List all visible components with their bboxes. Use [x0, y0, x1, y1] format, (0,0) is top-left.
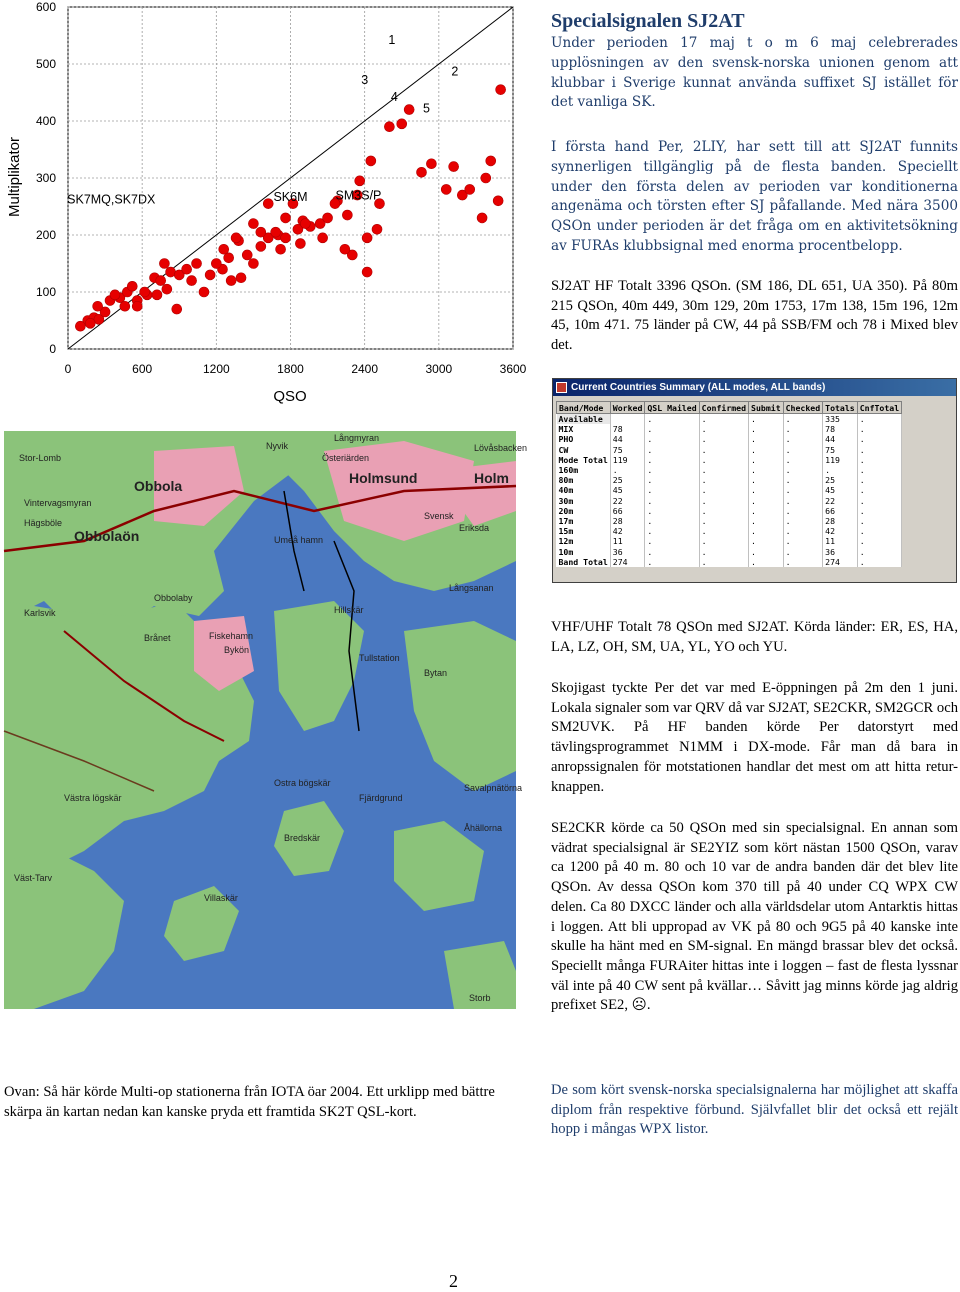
- row-label: Band Total: [557, 557, 611, 567]
- table-row[interactable]: [557, 506, 902, 516]
- x-tick-label: 2400: [351, 362, 379, 376]
- table-cell: .: [699, 414, 748, 425]
- table-row[interactable]: [557, 465, 902, 475]
- table-cell: 45: [610, 485, 645, 495]
- map-place-label: Obbolaby: [154, 593, 193, 603]
- data-point: [93, 301, 103, 311]
- table-cell: .: [857, 506, 901, 516]
- map-place-label: Obbolaön: [74, 528, 140, 544]
- table-cell: 78: [823, 424, 858, 434]
- paragraph-vhf-uhf: VHF/UHF Totalt 78 QSOn med SJ2AT. Körda länder: ER, ES, HA, LA, LZ, OH, SM, UA, YL, YO och YU.: [551, 619, 958, 655]
- map-place-label: Brånet: [144, 633, 171, 643]
- row-label: 160m: [557, 465, 611, 475]
- row-label: 17m: [557, 516, 611, 526]
- table-cell: 75: [610, 445, 645, 455]
- point-annotation: SK6M: [273, 189, 308, 204]
- point-annotation: 2: [451, 64, 459, 79]
- table-cell: .: [857, 516, 901, 526]
- table-cell: .: [857, 455, 901, 465]
- table-cell: .: [749, 506, 784, 516]
- map-place-label: Vintervagsmyran: [24, 498, 92, 508]
- table-cell: .: [749, 434, 784, 444]
- table-cell: .: [749, 516, 784, 526]
- map-caption: Ovan: Så här körde Multi-op stationerna från IOTA öar 2004. Ett urklipp med bättre skärpa än kartan nedan kan kanske pryda ett framtida SK2T QSL-kort.: [4, 1084, 495, 1120]
- multiplier-vs-qso-chart: [0, 0, 540, 420]
- map-place-label: Lövåsbacken: [474, 443, 528, 453]
- data-point: [172, 304, 182, 314]
- data-point: [205, 270, 215, 280]
- article-title: Specialsignalen SJ2AT: [551, 10, 745, 32]
- table-cell: 28: [610, 516, 645, 526]
- table-cell: .: [749, 414, 784, 425]
- data-point: [231, 233, 241, 243]
- map-place-label: Savalpnätörna: [464, 783, 523, 793]
- table-cell: .: [645, 516, 699, 526]
- table-cell: .: [783, 445, 823, 455]
- data-point: [110, 290, 120, 300]
- data-point: [496, 85, 506, 95]
- data-point: [323, 213, 333, 223]
- map-place-label: Eriksda: [459, 523, 490, 533]
- row-label: 30m: [557, 496, 611, 506]
- data-point: [397, 119, 407, 129]
- table-cell: .: [645, 485, 699, 495]
- table-cell: 42: [610, 526, 645, 536]
- table-cell: .: [699, 536, 748, 546]
- x-tick-label: 600: [132, 362, 153, 376]
- row-label: 40m: [557, 485, 611, 495]
- table-cell: .: [783, 506, 823, 516]
- table-cell: .: [857, 496, 901, 506]
- point-annotation: 5: [422, 101, 430, 116]
- data-point: [340, 244, 350, 254]
- data-point: [75, 321, 85, 331]
- table-cell: .: [783, 516, 823, 526]
- map-place-label: Holmsund: [349, 470, 418, 486]
- data-point: [486, 156, 496, 166]
- table-cell: .: [699, 496, 748, 506]
- data-point: [162, 284, 172, 294]
- table-cell: .: [699, 485, 748, 495]
- data-point: [481, 173, 491, 183]
- countries-summary-window: [552, 378, 957, 583]
- table-row[interactable]: [557, 526, 902, 536]
- x-tick-label: 3600: [499, 362, 527, 376]
- y-tick-label: 600: [35, 0, 56, 14]
- table-cell: 11: [823, 536, 858, 546]
- table-cell: .: [749, 465, 784, 475]
- map-place-label: Nyvik: [266, 441, 288, 451]
- table-cell: 22: [823, 496, 858, 506]
- table-cell: .: [699, 475, 748, 485]
- table-cell: .: [857, 424, 901, 434]
- column-header[interactable]: QSL Mailed: [645, 402, 699, 414]
- table-row[interactable]: [557, 445, 902, 455]
- row-label: Available: [557, 414, 611, 425]
- table-cell: 335: [823, 414, 858, 425]
- table-cell: .: [749, 445, 784, 455]
- table-cell: .: [699, 434, 748, 444]
- data-point: [281, 213, 291, 223]
- data-point: [156, 276, 166, 286]
- table-cell: .: [749, 475, 784, 485]
- data-point: [342, 210, 352, 220]
- table-cell: .: [699, 445, 748, 455]
- row-label: 12m: [557, 536, 611, 546]
- table-cell: .: [857, 536, 901, 546]
- row-label: PHO: [557, 434, 611, 444]
- y-tick-label: 0: [49, 342, 56, 356]
- table-cell: .: [783, 434, 823, 444]
- paragraph-intro: Under perioden 17 maj t o m 6 maj celebrerades upplösningen av den svensk-norska unionen genom att klubbar i Sverige kunnat använda suffixet SJ istället för det vanliga SK.: [551, 35, 958, 111]
- paragraph-hf-totals: SJ2AT HF Totalt 3396 QSOn. (SM 186, DL 651, UA 350). På 80m 215 QSOn, 40m 449, 30m 129, 20m 1753, 17m 138, 15m 196, 12m 45, 10m 471. 75 länder på CW, 44 på SSB/FM och 78 i Mixed blev det.: [551, 278, 958, 354]
- table-row[interactable]: [557, 557, 902, 567]
- table-cell: .: [699, 526, 748, 536]
- table-cell: 28: [823, 516, 858, 526]
- map-place-label: Fiskehamn: [209, 631, 254, 641]
- data-point: [256, 227, 266, 237]
- data-point: [152, 290, 162, 300]
- window-title: Current Countries Summary (ALL modes, ALL bands): [571, 382, 826, 393]
- table-cell: .: [699, 455, 748, 465]
- data-point: [192, 259, 202, 269]
- table-row[interactable]: [557, 547, 902, 557]
- table-cell: .: [783, 547, 823, 557]
- point-annotation: 3: [361, 72, 369, 87]
- table-cell: 66: [823, 506, 858, 516]
- data-point: [140, 287, 150, 297]
- row-label: 80m: [557, 475, 611, 485]
- data-point: [355, 176, 365, 186]
- paragraph-diplomas: De som kört svensk-norska specialsignalerna har möjlighet att skaffa diplom från respektive förbund. Självfallet blir det också ett rejält hopp i mångas WPX listor.: [551, 1082, 958, 1138]
- row-label: 10m: [557, 547, 611, 557]
- table-cell: .: [645, 496, 699, 506]
- table-cell: .: [610, 465, 645, 475]
- map-place-label: Karlsvik: [24, 608, 56, 618]
- table-cell: .: [749, 496, 784, 506]
- data-point: [318, 233, 328, 243]
- data-point: [256, 241, 266, 251]
- table-row[interactable]: [557, 475, 902, 485]
- map-place-label: Bredskär: [284, 833, 321, 843]
- table-cell: .: [749, 526, 784, 536]
- table-cell: 25: [823, 475, 858, 485]
- page-number: 2: [449, 1271, 458, 1291]
- table-row[interactable]: [557, 496, 902, 506]
- table-cell: .: [645, 547, 699, 557]
- table-cell: .: [857, 526, 901, 536]
- map-place-label: Bytan: [424, 668, 448, 678]
- table-cell: .: [645, 414, 699, 425]
- map-place-label: Stor-Lomb: [19, 453, 62, 463]
- table-cell: 11: [610, 536, 645, 546]
- table-cell: 274: [610, 557, 645, 567]
- table-cell: 78: [610, 424, 645, 434]
- table-cell: .: [699, 516, 748, 526]
- table-cell: [610, 414, 645, 425]
- table-row[interactable]: [557, 536, 902, 546]
- table-cell: .: [749, 536, 784, 546]
- table-cell: .: [857, 475, 901, 485]
- app-icon: [556, 382, 567, 393]
- map-place-label: Svensk: [424, 511, 454, 521]
- data-point: [362, 233, 372, 243]
- data-point: [417, 167, 427, 177]
- table-cell: .: [857, 547, 901, 557]
- table-cell: .: [783, 424, 823, 434]
- row-label: Mode Total: [557, 455, 611, 465]
- column-header[interactable]: CnfTotal: [857, 402, 901, 414]
- x-tick-label: 1200: [202, 362, 230, 376]
- data-point: [372, 224, 382, 234]
- table-cell: .: [749, 557, 784, 567]
- paragraph-activity: I första hand Per, 2LIY, har sett till att SJ2AT funnits synnerligen tillgänglig på de flesta banden. Speciellt under den första delen av perioden var konditionerna angenäma och törsten efter SJ påfallande. Med nära 3500 QSOn under perioden är det fråga om en aktivitetsökning av FURAs klubbsignal med enorma procentbelopp.: [551, 139, 958, 254]
- y-tick-label: 300: [35, 171, 56, 185]
- data-point: [366, 156, 376, 166]
- data-point: [248, 219, 258, 229]
- data-point: [85, 318, 95, 328]
- map-place-label: Österiärden: [322, 453, 370, 463]
- data-point: [384, 122, 394, 132]
- table-cell: .: [699, 506, 748, 516]
- table-cell: .: [749, 547, 784, 557]
- data-point: [493, 196, 503, 206]
- data-point: [295, 239, 305, 249]
- data-point: [226, 276, 236, 286]
- table-cell: 36: [823, 547, 858, 557]
- point-annotation: 1: [388, 33, 396, 48]
- table-cell: .: [645, 445, 699, 455]
- map-place-label: Väst-Tarv: [14, 873, 53, 883]
- table-cell: .: [645, 506, 699, 516]
- map-place-label: Långsanan: [449, 583, 494, 593]
- map-place-label: Tullstation: [359, 653, 400, 663]
- column-header[interactable]: Checked: [783, 402, 823, 414]
- table-cell: .: [749, 455, 784, 465]
- map-place-label: Hägsböle: [24, 518, 63, 528]
- row-label: 15m: [557, 526, 611, 536]
- table-cell: .: [699, 547, 748, 557]
- data-point: [187, 276, 197, 286]
- data-point: [242, 250, 252, 260]
- data-point: [465, 184, 475, 194]
- paragraph-e-opening: Skojigast tyckte Per det var med E-öppningen på 2m den 1 juni. Lokala signaler som var QRV då var SJ2AT, SE2CKR, SM2GCR och SM2UVK. På HF banden körde Per datorstyrt med tävlingsprogrammet N1MM i DX-mode. Får man då bara in anropssignalen för motstationen handlar det mest om att hitta retur-knappen.: [551, 680, 958, 795]
- table-cell: .: [699, 557, 748, 567]
- table-cell: .: [857, 485, 901, 495]
- column-header[interactable]: Confirmed: [699, 402, 748, 414]
- table-row[interactable]: [557, 485, 902, 495]
- data-point: [441, 184, 451, 194]
- row-label: 20m: [557, 506, 611, 516]
- row-label: CW: [557, 445, 611, 455]
- table-cell: 119: [610, 455, 645, 465]
- table-cell: 36: [610, 547, 645, 557]
- table-cell: .: [783, 465, 823, 475]
- data-point: [300, 219, 310, 229]
- table-cell: .: [857, 465, 901, 475]
- data-point: [449, 162, 459, 172]
- table-cell: 42: [823, 526, 858, 536]
- data-point: [120, 301, 130, 311]
- table-row[interactable]: [557, 516, 902, 526]
- row-label: MIX: [557, 424, 611, 434]
- table-cell: .: [783, 536, 823, 546]
- y-tick-label: 400: [35, 114, 56, 128]
- data-point: [281, 233, 291, 243]
- table-cell: .: [823, 465, 858, 475]
- table-cell: 45: [823, 485, 858, 495]
- table-cell: .: [857, 557, 901, 567]
- x-tick-label: 0: [64, 362, 72, 376]
- table-cell: .: [783, 455, 823, 465]
- table-cell: 44: [823, 434, 858, 444]
- column-header[interactable]: Submit: [749, 402, 784, 414]
- table-cell: .: [857, 414, 901, 425]
- point-annotation: SK7MQ,SK7DX: [67, 192, 156, 207]
- paragraph-se2ckr: SE2CKR körde ca 50 QSOn med sin specialsignal. En annan som vädrat specialsignal är SE2YIZ som kört nästan 1500 QSOn, varav ca 1200 på 40 m. 80 och 10 var de andra banden där det blev lite QSOn. Av dessa QSOn kom 370 till på 40 under CQ WPX CW delen. Ca 80 DXCC länder och alla världsdelar utom Antarktis hittas i loggen. Att bli uppropad av VK på 80 och 9G5 på 40 kanske inte skulle ha hänt med en SM-signal. En mängd brassar blev det också. Speciellt många FURAiter hittas inte i loggen – fast de flesta lyssnar väl inte på 40 CW sent på kvällar… Såvitt jag minns körde jag aldrig prefixet SE2, ☹.: [551, 820, 958, 1014]
- data-point: [211, 259, 221, 269]
- table-cell: .: [783, 557, 823, 567]
- map-place-label: Storb: [469, 993, 491, 1003]
- point-annotation: 4: [390, 90, 398, 105]
- data-point: [404, 105, 414, 115]
- table-cell: 25: [610, 475, 645, 485]
- table-cell: 66: [610, 506, 645, 516]
- table-row[interactable]: [557, 424, 902, 434]
- data-point: [132, 301, 142, 311]
- table-cell: .: [783, 496, 823, 506]
- y-axis-label: Multiplikator: [6, 136, 23, 218]
- map-place-label: Ostra bögskär: [274, 778, 331, 788]
- table-cell: .: [857, 434, 901, 444]
- map-place-label: Åhällorna: [464, 823, 503, 833]
- table-cell: .: [645, 455, 699, 465]
- y-tick-label: 200: [35, 228, 56, 242]
- table-cell: .: [699, 424, 748, 434]
- table-cell: .: [645, 465, 699, 475]
- table-cell: .: [783, 485, 823, 495]
- table-cell: .: [783, 475, 823, 485]
- table-cell: 119: [823, 455, 858, 465]
- table-cell: .: [645, 526, 699, 536]
- data-point: [271, 227, 281, 237]
- table-cell: .: [645, 434, 699, 444]
- table-cell: 274: [823, 557, 858, 567]
- table-row[interactable]: [557, 455, 902, 465]
- data-point: [127, 281, 137, 291]
- table-cell: .: [645, 424, 699, 434]
- y-tick-label: 100: [35, 285, 56, 299]
- table-cell: .: [645, 536, 699, 546]
- countries-summary-table: [556, 401, 902, 567]
- data-point: [263, 199, 273, 209]
- map-place-label: Västra lögskär: [64, 793, 122, 803]
- table-row[interactable]: [557, 414, 902, 425]
- data-point: [477, 213, 487, 223]
- x-tick-label: 1800: [277, 362, 304, 376]
- data-point: [219, 244, 229, 254]
- data-point: [248, 259, 258, 269]
- data-point: [236, 273, 246, 283]
- map-place-label: Långmyran: [334, 433, 380, 443]
- table-cell: .: [645, 475, 699, 485]
- table-row[interactable]: [557, 434, 902, 444]
- map-place-label: Hillskär: [334, 605, 364, 615]
- table-cell: 44: [610, 434, 645, 444]
- map-place-label: Holm: [474, 470, 509, 486]
- y-tick-label: 500: [35, 57, 56, 71]
- column-header[interactable]: Totals: [823, 402, 858, 414]
- table-cell: .: [783, 414, 823, 425]
- data-point: [426, 159, 436, 169]
- article-intro: [551, 10, 958, 113]
- data-point: [362, 267, 372, 277]
- map-place-label: Bykön: [224, 645, 250, 655]
- table-cell: .: [645, 557, 699, 567]
- map-place-label: Obbola: [134, 478, 183, 494]
- table-cell: 75: [823, 445, 858, 455]
- table-cell: .: [699, 465, 748, 475]
- window-titlebar[interactable]: [553, 379, 956, 396]
- column-header[interactable]: Worked: [610, 402, 645, 414]
- data-point: [199, 287, 209, 297]
- data-point: [182, 264, 192, 274]
- table-cell: .: [749, 485, 784, 495]
- x-axis-label: QSO: [273, 388, 307, 405]
- table-cell: .: [857, 445, 901, 455]
- data-point: [276, 244, 286, 254]
- map-place-label: Villaskär: [204, 893, 238, 903]
- map-place-label: Umeå hamn: [274, 535, 324, 545]
- column-header[interactable]: Band/Mode: [557, 402, 611, 414]
- data-point: [159, 259, 169, 269]
- holmsund-obbola-map: [4, 431, 528, 1009]
- table-cell: .: [749, 424, 784, 434]
- map-place-label: Fjärdgrund: [359, 793, 403, 803]
- table-cell: 22: [610, 496, 645, 506]
- table-cell: .: [783, 526, 823, 536]
- point-annotation: SM3S/P: [335, 188, 382, 203]
- x-tick-label: 3000: [425, 362, 453, 376]
